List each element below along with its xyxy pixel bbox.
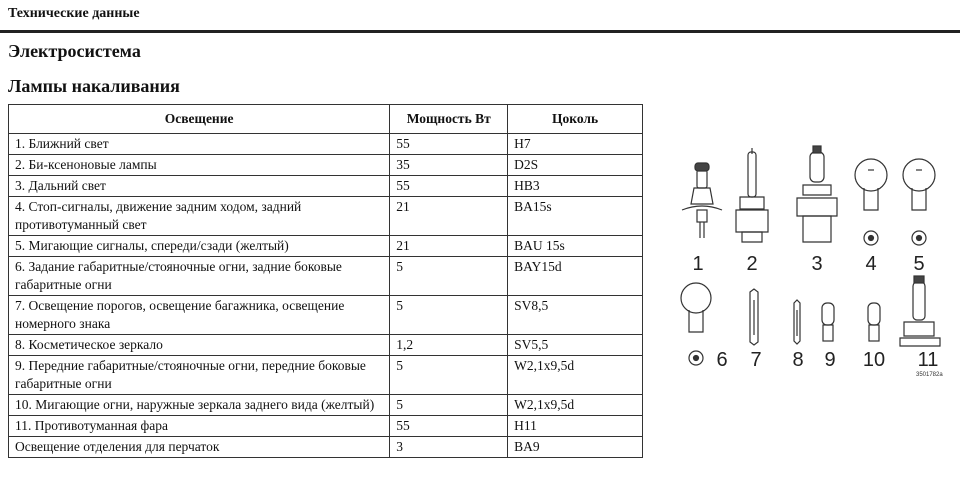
cell-lighting: Освещение отделения для перчаток <box>9 437 390 458</box>
cell-base: D2S <box>508 155 643 176</box>
cell-lighting: 5. Мигающие сигналы, спереди/сзади (желтый) <box>9 236 390 257</box>
table-row <box>9 437 643 458</box>
table-row <box>9 236 643 257</box>
cell-lighting: 11. Противотуманная фара <box>9 416 390 437</box>
cell-base: BA15s <box>508 197 643 236</box>
cell-lighting: 3. Дальний свет <box>9 176 390 197</box>
bulb-label-11: 11 <box>917 349 939 371</box>
column-header-power: Мощность Вт <box>390 105 508 134</box>
bulb-label-9: 9 <box>824 349 836 371</box>
bulb-11-h11-icon <box>900 276 940 346</box>
bulb-6-bay15d-icon <box>681 283 711 365</box>
table-row <box>9 416 643 437</box>
table-row <box>9 356 643 395</box>
cell-base: HB3 <box>508 176 643 197</box>
bulb-10-w21-icon <box>868 303 880 341</box>
cell-base: BA9 <box>508 437 643 458</box>
bulb-label-7: 7 <box>750 349 762 371</box>
table-header-row <box>9 105 643 134</box>
table-row <box>9 335 643 356</box>
bulb-5-bau15s-icon <box>903 159 935 245</box>
cell-lighting: 7. Освещение порогов, освещение багажника, освещение номерного знака <box>9 296 390 335</box>
bulb-label-5: 5 <box>913 253 925 275</box>
cell-power: 5 <box>390 296 508 335</box>
cell-base: H11 <box>508 416 643 437</box>
cell-base: W2,1x9,5d <box>508 356 643 395</box>
cell-base: BAY15d <box>508 257 643 296</box>
cell-base: SV8,5 <box>508 296 643 335</box>
cell-power: 3 <box>390 437 508 458</box>
cell-power: 5 <box>390 257 508 296</box>
cell-power: 55 <box>390 176 508 197</box>
cell-power: 21 <box>390 197 508 236</box>
column-header-lighting: Освещение <box>9 105 390 134</box>
cell-lighting: 4. Стоп-сигналы, движение задним ходом, задний противотуманный свет <box>9 197 390 236</box>
cell-power: 21 <box>390 236 508 257</box>
cell-lighting: 2. Би-ксеноновые лампы <box>9 155 390 176</box>
table-body <box>9 134 643 458</box>
bulb-label-4: 4 <box>865 253 877 275</box>
bulb-label-1: 1 <box>692 253 704 275</box>
bulb-label-8: 8 <box>792 349 804 371</box>
bulb-2-d2s-icon <box>736 148 768 242</box>
table-row <box>9 395 643 416</box>
table-row <box>9 155 643 176</box>
system-title: Электросистема <box>8 41 141 61</box>
cell-power: 55 <box>390 134 508 155</box>
bulb-label-2: 2 <box>746 253 758 275</box>
cell-power: 5 <box>390 395 508 416</box>
cell-lighting: 10. Мигающие огни, наружные зеркала заднего вида (желтый) <box>9 395 390 416</box>
bulb-7-sv85-icon <box>750 289 758 345</box>
cell-power: 55 <box>390 416 508 437</box>
cell-base: H7 <box>508 134 643 155</box>
bulb-label-10: 10 <box>862 349 886 371</box>
cell-power: 1,2 <box>390 335 508 356</box>
bulb-label-6: 6 <box>716 349 728 371</box>
table-row <box>9 257 643 296</box>
section-header: Технические данные <box>8 6 140 21</box>
cell-base: SV5,5 <box>508 335 643 356</box>
bulb-9-w21-icon <box>822 303 834 341</box>
cell-base: W2,1x9,5d <box>508 395 643 416</box>
cell-lighting: 8. Косметическое зеркало <box>9 335 390 356</box>
subsystem-title: Лампы накаливания <box>8 76 180 96</box>
bulb-types-figure <box>660 140 955 385</box>
cell-power: 35 <box>390 155 508 176</box>
header-rule <box>0 30 960 33</box>
column-header-base: Цоколь <box>508 105 643 134</box>
bulbs-table <box>8 104 643 458</box>
table-row <box>9 296 643 335</box>
table-row <box>9 134 643 155</box>
cell-base: BAU 15s <box>508 236 643 257</box>
cell-lighting: 1. Ближний свет <box>9 134 390 155</box>
cell-lighting: 6. Задание габаритные/стояночные огни, задние боковые габаритные огни <box>9 257 390 296</box>
cell-power: 5 <box>390 356 508 395</box>
cell-lighting: 9. Передние габаритные/стояночные огни, передние боковые габаритные огни <box>9 356 390 395</box>
bulb-1-h7-icon <box>682 163 722 238</box>
bulb-label-3: 3 <box>811 253 823 275</box>
figure-code: 3501782a <box>916 372 943 378</box>
table-row <box>9 176 643 197</box>
bulb-8-sv55-icon <box>794 300 800 344</box>
bulb-3-hb3-icon <box>797 146 837 242</box>
bulb-4-ba15s-icon <box>855 159 887 245</box>
table-row <box>9 197 643 236</box>
